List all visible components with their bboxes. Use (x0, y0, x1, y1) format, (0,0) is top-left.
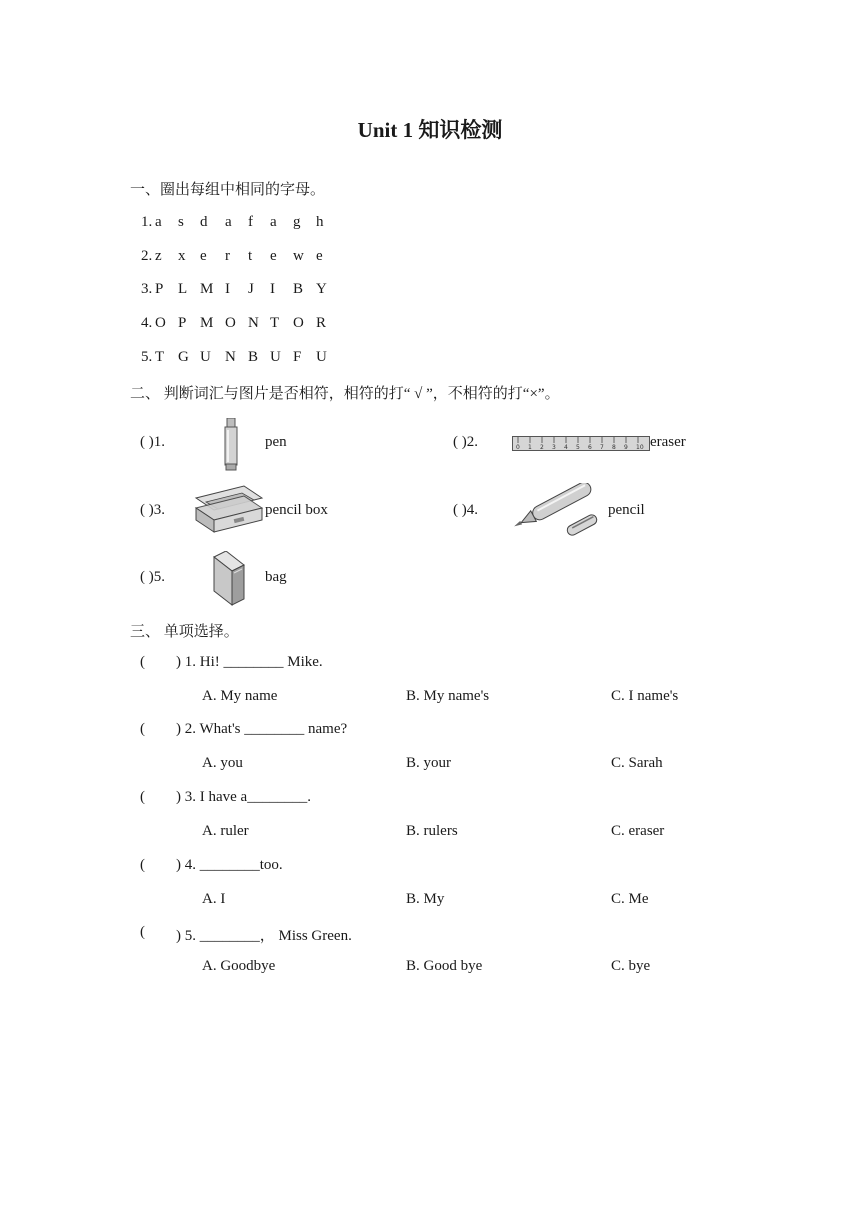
letter-row-3-letter[interactable]: I (225, 281, 230, 297)
letter-row-2-letter[interactable]: z (155, 248, 162, 264)
question-4-option[interactable]: A. I (202, 891, 226, 907)
pencil-box-icon (192, 484, 266, 534)
question-1-stem: ) 1. Hi! ________ Mike. (176, 654, 323, 670)
letter-row-3-letter[interactable]: Y (316, 281, 327, 297)
item1-word: pen (265, 434, 287, 450)
letter-row-1-letter[interactable]: a (225, 214, 232, 230)
marker-icon (222, 418, 240, 472)
letter-row-2-letter[interactable]: e (270, 248, 277, 264)
item4-word: pencil (608, 502, 645, 518)
page-title: Unit 1 知识检测 (357, 118, 503, 142)
question-2-option[interactable]: B. your (406, 755, 451, 771)
answer-paren[interactable]: ( (140, 924, 145, 940)
letter-row-4-letter[interactable]: T (270, 315, 280, 331)
question-2-option[interactable]: A. you (202, 755, 243, 771)
svg-text:5: 5 (576, 444, 580, 451)
item5-word: bag (265, 569, 287, 585)
question-4-option[interactable]: C. Me (611, 891, 649, 907)
letter-row-2-letter[interactable]: x (178, 248, 186, 264)
ruler-icon (512, 436, 650, 452)
letter-row-1-letter[interactable]: s (178, 214, 184, 230)
letter-row-3-letter[interactable]: B (293, 281, 304, 297)
letter-row-5-letter[interactable]: G (178, 349, 189, 365)
letter-row-5-letter[interactable]: T (155, 349, 165, 365)
question-4-option[interactable]: B. My (406, 891, 445, 907)
letter-row-3-letter[interactable]: L (178, 281, 188, 297)
letter-row-4-letter[interactable]: N (248, 315, 259, 331)
letter-row-1-letter[interactable]: h (316, 214, 324, 230)
svg-text:9: 9 (624, 444, 628, 451)
letter-row-1-number: 1. (141, 214, 153, 230)
letter-row-4-letter[interactable]: O (225, 315, 236, 331)
item5-bracket: ( )5. (140, 569, 165, 585)
letter-row-1-letter[interactable]: a (155, 214, 162, 230)
svg-text:8: 8 (612, 444, 616, 451)
question-1-option[interactable]: B. My name's (406, 688, 490, 704)
letter-row-3-letter[interactable]: J (248, 281, 254, 297)
item1-bracket: ( )1. (140, 434, 165, 450)
letter-row-4-number: 4. (141, 315, 153, 331)
letter-row-2-number: 2. (141, 248, 153, 264)
item3-bracket: ( )3. (140, 502, 165, 518)
letter-row-5-letter[interactable]: B (248, 349, 259, 365)
letter-row-3-number: 3. (141, 281, 153, 297)
question-1-option[interactable]: C. I name's (611, 688, 679, 704)
question-4-stem: ) 4. ________too. (176, 857, 283, 873)
question-2-option[interactable]: C. Sarah (611, 755, 663, 771)
fountain-pen-icon (512, 483, 604, 539)
letter-row-4-letter[interactable]: R (316, 315, 327, 331)
question-2-stem: ) 2. What's ________ name? (176, 721, 348, 737)
svg-text:7: 7 (600, 444, 604, 451)
letter-row-2-letter[interactable]: e (200, 248, 207, 264)
letter-row-3-letter[interactable]: I (270, 281, 275, 297)
letter-row-1-letter[interactable]: f (248, 214, 253, 230)
svg-text:6: 6 (588, 444, 592, 451)
svg-text:4: 4 (564, 444, 568, 451)
item2-word: eraser (650, 434, 686, 450)
letter-row-2-letter[interactable]: t (248, 248, 253, 264)
letter-row-4-letter[interactable]: O (293, 315, 304, 331)
svg-text:10: 10 (636, 444, 644, 451)
letter-row-3-letter[interactable]: M (200, 281, 214, 297)
letter-row-5-letter[interactable]: U (270, 349, 281, 365)
svg-text:1: 1 (528, 444, 532, 451)
section1-heading: 一、圈出每组中相同的字母。 (130, 182, 326, 198)
letter-row-1-letter[interactable]: d (200, 214, 208, 230)
letter-row-3-letter[interactable]: P (155, 281, 164, 297)
item2-bracket: ( )2. (453, 434, 478, 450)
question-5-option[interactable]: C. bye (611, 958, 651, 974)
letter-row-4-letter[interactable]: O (155, 315, 166, 331)
answer-paren[interactable]: ( (140, 721, 145, 737)
letter-row-5-number: 5. (141, 349, 153, 365)
letter-row-5-letter[interactable]: U (316, 349, 327, 365)
question-3-stem: ) 3. I have a________. (176, 789, 311, 805)
letter-row-2-letter[interactable]: r (225, 248, 230, 264)
question-3-option[interactable]: A. ruler (202, 823, 249, 839)
item4-bracket: ( )4. (453, 502, 478, 518)
question-5-option[interactable]: A. Goodbye (202, 958, 276, 974)
item3-word: pencil box (265, 502, 328, 518)
answer-paren[interactable]: ( (140, 654, 145, 670)
question-3-option[interactable]: B. rulers (406, 823, 458, 839)
letter-row-2-letter[interactable]: e (316, 248, 323, 264)
svg-text:0: 0 (516, 444, 520, 451)
svg-text:2: 2 (540, 444, 544, 451)
section2-heading: 二、 判断词汇与图片是否相符，相符的打“ √ ”，不相符的打“×”。 (130, 386, 560, 402)
question-3-option[interactable]: C. eraser (611, 823, 665, 839)
letter-row-5-letter[interactable]: N (225, 349, 236, 365)
letter-row-1-letter[interactable]: a (270, 214, 277, 230)
question-1-option[interactable]: A. My name (202, 688, 278, 704)
answer-paren[interactable]: ( (140, 789, 145, 805)
letter-row-1-letter[interactable]: g (293, 214, 301, 230)
answer-paren[interactable]: ( (140, 857, 145, 873)
question-5-option[interactable]: B. Good bye (406, 958, 483, 974)
letter-row-2-letter[interactable]: w (293, 248, 304, 264)
svg-text:3: 3 (552, 444, 556, 451)
question-5-stem: ) 5. ________， Miss Green. (176, 928, 352, 944)
letter-row-5-letter[interactable]: U (200, 349, 211, 365)
book-icon (212, 551, 246, 607)
letter-row-4-letter[interactable]: P (178, 315, 187, 331)
letter-row-5-letter[interactable]: F (293, 349, 302, 365)
section3-heading: 三、 单项选择。 (130, 624, 239, 640)
letter-row-4-letter[interactable]: M (200, 315, 214, 331)
